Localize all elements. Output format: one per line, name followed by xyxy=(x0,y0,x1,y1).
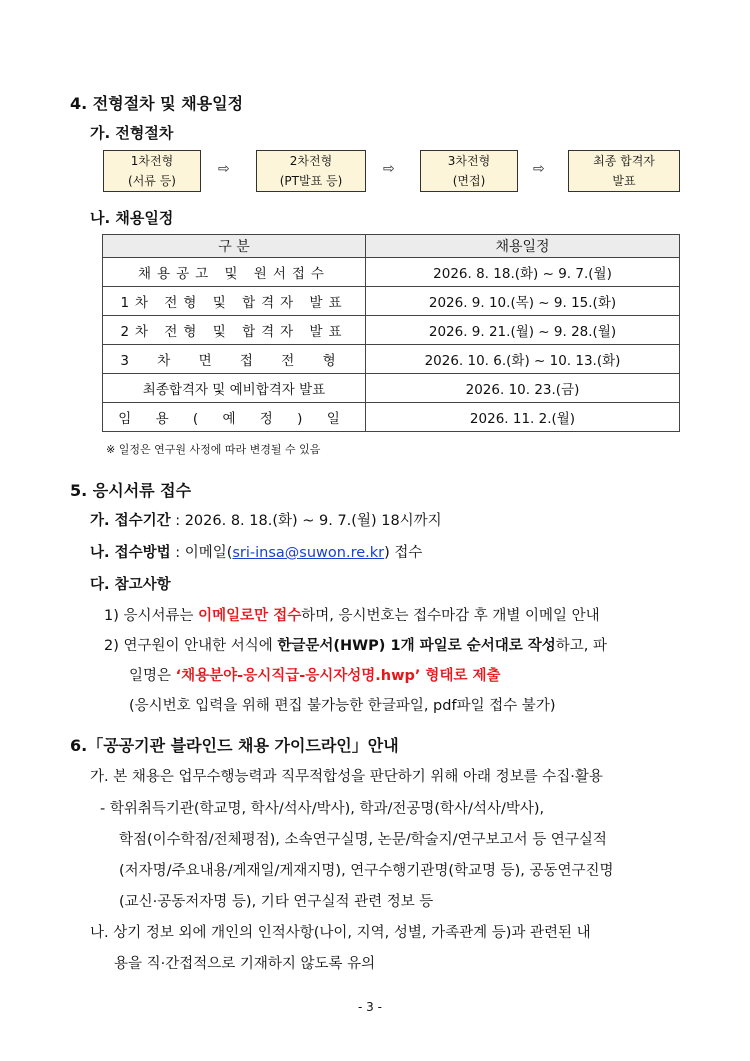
reception-period xyxy=(90,509,442,530)
table-row xyxy=(103,345,680,374)
note2-text-a: 2) 연구원이 안내한 서식에 xyxy=(104,638,278,654)
table-cell-item: 채용공고 및 원서접수 xyxy=(103,258,366,287)
table-cell-item: 3 차 면 접 전 형 xyxy=(103,345,366,374)
section-5-heading: 5. 응시서류 접수 xyxy=(70,481,192,500)
blind-bullet-3: (저자명/주요내용/게재일/게재지명), 연구수행기관명(학교명 등), 공동연구진명 xyxy=(119,863,614,879)
step-4-detail: 발표 xyxy=(612,174,636,188)
schedule-subheading: 나. 채용일정 xyxy=(90,209,174,227)
arrow-right-icon: ⇨ xyxy=(218,161,230,177)
note-item-2-line3: (응시번호 입력을 위해 편집 불가능한 한글파일, pdf파일 접수 불가) xyxy=(129,698,556,714)
step-2-detail: (PT발표 등) xyxy=(279,174,343,188)
table-cell-date: 2026. 10. 23.(금) xyxy=(366,374,680,403)
step-3-title: 3차전형 xyxy=(447,154,491,168)
notes-label: 다. 참고사항 xyxy=(90,577,171,593)
note1-emphasis: 이메일로만 접수 xyxy=(198,608,302,624)
step-3-detail: (면접) xyxy=(452,174,486,188)
arrow-right-icon: ⇨ xyxy=(383,161,395,177)
table-cell-item: 1차 전형 및 합격자 발표 xyxy=(103,287,366,316)
reception-period-label: 가. 접수기간 xyxy=(90,513,171,529)
reception-method xyxy=(90,541,422,562)
note2-text-b: 하고, 파 xyxy=(555,638,608,654)
table-row xyxy=(103,316,680,345)
table-row xyxy=(103,403,680,432)
note2-emphasis: ‘채용분야-응시직급-응시자성명.hwp’ 형태로 제출 xyxy=(175,668,501,684)
note2-text-c: 일명은 xyxy=(129,668,176,684)
table-cell-item: 2차 전형 및 합격자 발표 xyxy=(103,316,366,345)
blind-bullet-1: - 학위취득기관(학교명, 학사/석사/박사), 학과/전공명(학사/석사/박사), xyxy=(100,801,545,817)
schedule-table xyxy=(102,234,680,432)
table-cell-date: 2026. 10. 6.(화) ~ 10. 13.(화) xyxy=(366,345,680,374)
step-1-detail: (서류 등) xyxy=(128,174,176,188)
step-box-2 xyxy=(256,150,366,192)
procedure-subheading: 가. 전형절차 xyxy=(90,124,174,142)
step-box-1 xyxy=(103,150,201,192)
note1-text-a: 1) 응시서류는 xyxy=(104,608,199,624)
table-row xyxy=(103,374,680,403)
table-header-schedule: 채용일정 xyxy=(366,235,680,258)
note1-text-b: 하며, 응시번호는 접수마감 후 개별 이메일 안내 xyxy=(301,608,600,624)
step-4-title: 최종 합격자 xyxy=(593,154,655,168)
reception-method-label: 나. 접수방법 xyxy=(90,545,171,561)
reception-period-value: : 2026. 8. 18.(화) ~ 9. 7.(월) 18시까지 xyxy=(170,513,442,529)
schedule-note: ※ 일정은 연구원 사정에 따라 변경될 수 있음 xyxy=(106,443,321,456)
table-cell-date: 2026. 9. 21.(월) ~ 9. 28.(월) xyxy=(366,316,680,345)
table-header-category: 구 분 xyxy=(103,235,366,258)
arrow-right-icon: ⇨ xyxy=(533,161,545,177)
step-1-title: 1차전형 xyxy=(130,154,174,168)
table-cell-date: 2026. 9. 10.(목) ~ 9. 15.(화) xyxy=(366,287,680,316)
note-item-1 xyxy=(104,604,600,625)
blind-line-b2: 용을 직·간접적으로 기재하지 않도록 유의 xyxy=(114,956,376,972)
table-row xyxy=(103,258,680,287)
note2-bold: 한글문서(HWP) 1개 파일로 순서대로 작성 xyxy=(277,638,556,654)
table-cell-date: 2026. 8. 18.(화) ~ 9. 7.(월) xyxy=(366,258,680,287)
table-row xyxy=(103,287,680,316)
blind-bullet-4: (교신·공동저자명 등), 기타 연구실적 관련 정보 등 xyxy=(119,894,434,910)
step-box-4 xyxy=(568,150,680,192)
step-box-3 xyxy=(420,150,518,192)
blind-line-b1: 나. 상기 정보 외에 개인의 인적사항(나이, 지역, 성별, 가족관계 등)과 관련된 내 xyxy=(90,925,591,941)
note-item-2-line2 xyxy=(129,664,501,685)
note-item-2 xyxy=(104,634,607,655)
blind-line-a: 가. 본 채용은 업무수행능력과 직무적합성을 판단하기 위해 아래 정보를 수집·활용 xyxy=(90,769,603,785)
table-cell-item: 임 용 ( 예 정 ) 일 xyxy=(103,403,366,432)
table-header-row xyxy=(103,235,680,258)
reception-method-suffix: ) 접수 xyxy=(384,545,423,561)
table-cell-date: 2026. 11. 2.(월) xyxy=(366,403,680,432)
section-4-heading: 4. 전형절차 및 채용일정 xyxy=(70,94,244,113)
blind-bullet-2: 학점(이수학점/전체평점), 소속연구실명, 논문/학술지/연구보고서 등 연구실적 xyxy=(119,832,607,848)
step-2-title: 2차전형 xyxy=(289,154,333,168)
table-cell-item: 최종합격자 및 예비합격자 발표 xyxy=(103,374,366,403)
email-link[interactable]: sri-insa@suwon.re.kr xyxy=(232,545,385,561)
page-number: - 3 - xyxy=(358,1000,382,1014)
section-6-heading: 6.「공공기관 블라인드 채용 가이드라인」안내 xyxy=(70,736,399,755)
reception-method-prefix: : 이메일( xyxy=(170,545,233,561)
